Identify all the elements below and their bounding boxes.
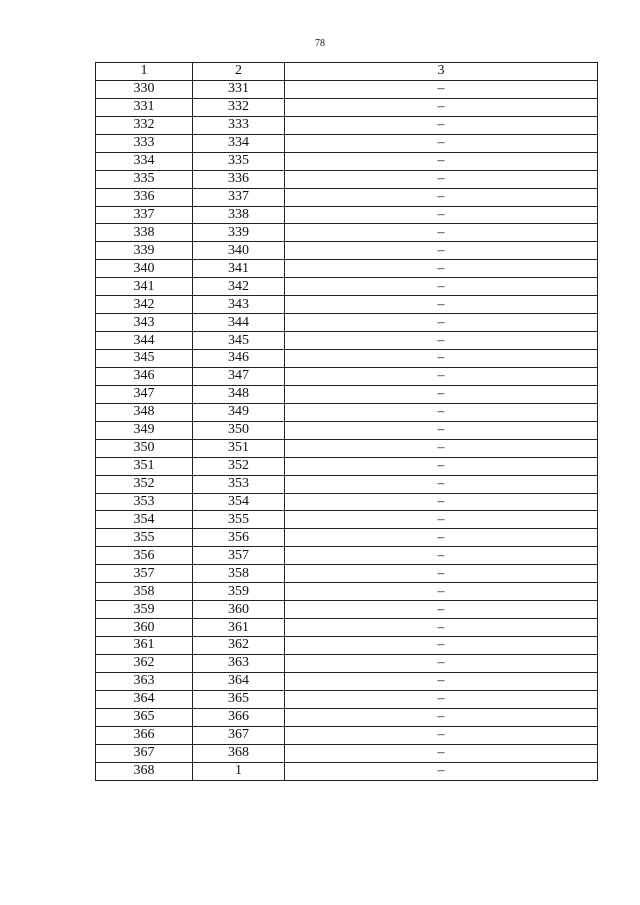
- table-row: [96, 672, 598, 690]
- table-cell-col-1: 348: [96, 403, 193, 421]
- table-cell-col-1: 349: [96, 421, 193, 439]
- table-cell-col-1: 333: [96, 134, 193, 152]
- table-cell-col-3: –: [285, 690, 598, 708]
- table-row: [96, 350, 598, 368]
- table-cell-col-1: 367: [96, 744, 193, 762]
- table-cell-col-3: –: [285, 601, 598, 619]
- table-cell-col-1: 336: [96, 188, 193, 206]
- table-cell-col-1: 355: [96, 529, 193, 547]
- table-cell-col-3: –: [285, 206, 598, 224]
- table-row: [96, 206, 598, 224]
- table-cell-col-3: –: [285, 493, 598, 511]
- table-cell-col-2: 365: [193, 690, 285, 708]
- table-cell-col-2: 331: [193, 80, 285, 98]
- table-cell-col-3: –: [285, 242, 598, 260]
- table-cell-col-2: 367: [193, 726, 285, 744]
- table-cell-col-1: 359: [96, 601, 193, 619]
- table-row: [96, 708, 598, 726]
- table-cell-col-2: 1: [193, 762, 285, 780]
- table-cell-col-2: 354: [193, 493, 285, 511]
- table-header: [96, 63, 598, 81]
- table-row: [96, 654, 598, 672]
- table-cell-col-2: 360: [193, 601, 285, 619]
- table-cell-col-3: –: [285, 152, 598, 170]
- table-cell-col-1: 335: [96, 170, 193, 188]
- table-cell-col-3: –: [285, 116, 598, 134]
- table-cell-col-2: 368: [193, 744, 285, 762]
- table-cell-col-3: –: [285, 421, 598, 439]
- table-row: [96, 565, 598, 583]
- table-row: [96, 80, 598, 98]
- table-cell-col-3: –: [285, 367, 598, 385]
- table-cell-col-2: 366: [193, 708, 285, 726]
- table-cell-col-3: –: [285, 350, 598, 368]
- table-cell-col-2: 362: [193, 637, 285, 655]
- table-cell-col-2: 333: [193, 116, 285, 134]
- table-cell-col-3: –: [285, 547, 598, 565]
- table-cell-col-1: 350: [96, 439, 193, 457]
- table-cell-col-1: 358: [96, 583, 193, 601]
- table-cell-col-3: –: [285, 637, 598, 655]
- table-cell-col-3: –: [285, 672, 598, 690]
- table-cell-col-3: –: [285, 260, 598, 278]
- table-row: [96, 314, 598, 332]
- table-cell-col-2: 349: [193, 403, 285, 421]
- table-row: [96, 690, 598, 708]
- table-cell-col-3: –: [285, 762, 598, 780]
- table-cell-col-1: 352: [96, 475, 193, 493]
- data-table: [95, 62, 598, 781]
- table-cell-col-2: 338: [193, 206, 285, 224]
- table-cell-col-1: 334: [96, 152, 193, 170]
- table-cell-col-2: 335: [193, 152, 285, 170]
- table-cell-col-3: –: [285, 170, 598, 188]
- table-cell-col-3: –: [285, 654, 598, 672]
- table-row: [96, 637, 598, 655]
- table-row: [96, 278, 598, 296]
- table-cell-col-3: –: [285, 726, 598, 744]
- table-cell-col-3: –: [285, 744, 598, 762]
- table-row: [96, 385, 598, 403]
- table-cell-col-3: –: [285, 188, 598, 206]
- table-cell-col-3: –: [285, 278, 598, 296]
- table-cell-col-1: 339: [96, 242, 193, 260]
- table-row: [96, 188, 598, 206]
- table-cell-col-1: 356: [96, 547, 193, 565]
- table-cell-col-3: –: [285, 314, 598, 332]
- table-row: [96, 134, 598, 152]
- column-header-2: 2: [193, 63, 285, 81]
- table-row: [96, 529, 598, 547]
- table-row: [96, 439, 598, 457]
- table-row: [96, 762, 598, 780]
- table-cell-col-2: 363: [193, 654, 285, 672]
- table-row: [96, 260, 598, 278]
- table-cell-col-2: 358: [193, 565, 285, 583]
- table-cell-col-3: –: [285, 565, 598, 583]
- table-cell-col-1: 365: [96, 708, 193, 726]
- page-number: 78: [315, 38, 325, 49]
- table-cell-col-1: 362: [96, 654, 193, 672]
- table-cell-col-1: 366: [96, 726, 193, 744]
- table-cell-col-3: –: [285, 511, 598, 529]
- table-body: [96, 80, 598, 780]
- header-row: [96, 63, 598, 81]
- table-row: [96, 511, 598, 529]
- table-cell-col-2: 348: [193, 385, 285, 403]
- table-cell-col-3: –: [285, 332, 598, 350]
- table-cell-col-2: 343: [193, 296, 285, 314]
- table-cell-col-2: 334: [193, 134, 285, 152]
- table-cell-col-2: 350: [193, 421, 285, 439]
- table-cell-col-3: –: [285, 475, 598, 493]
- table-cell-col-1: 341: [96, 278, 193, 296]
- table-cell-col-2: 357: [193, 547, 285, 565]
- table-row: [96, 403, 598, 421]
- table-cell-col-2: 337: [193, 188, 285, 206]
- table-cell-col-3: –: [285, 529, 598, 547]
- table-cell-col-2: 361: [193, 619, 285, 637]
- table-cell-col-3: –: [285, 224, 598, 242]
- table-cell-col-1: 363: [96, 672, 193, 690]
- table-cell-col-3: –: [285, 403, 598, 421]
- table-cell-col-2: 332: [193, 98, 285, 116]
- table-cell-col-2: 356: [193, 529, 285, 547]
- table-cell-col-2: 359: [193, 583, 285, 601]
- table-cell-col-1: 345: [96, 350, 193, 368]
- column-header-1: 1: [96, 63, 193, 81]
- table-cell-col-1: 340: [96, 260, 193, 278]
- table-cell-col-1: 368: [96, 762, 193, 780]
- table-cell-col-3: –: [285, 98, 598, 116]
- table-cell-col-2: 355: [193, 511, 285, 529]
- table-row: [96, 744, 598, 762]
- table-cell-col-2: 339: [193, 224, 285, 242]
- table-cell-col-3: –: [285, 708, 598, 726]
- table-cell-col-2: 342: [193, 278, 285, 296]
- table-row: [96, 170, 598, 188]
- table-cell-col-2: 345: [193, 332, 285, 350]
- table-cell-col-1: 343: [96, 314, 193, 332]
- table-cell-col-1: 330: [96, 80, 193, 98]
- table-cell-col-1: 337: [96, 206, 193, 224]
- table-cell-col-3: –: [285, 385, 598, 403]
- table-cell-col-3: –: [285, 296, 598, 314]
- table-row: [96, 475, 598, 493]
- table-row: [96, 332, 598, 350]
- table-row: [96, 547, 598, 565]
- table-cell-col-1: 347: [96, 385, 193, 403]
- table-row: [96, 726, 598, 744]
- table-cell-col-3: –: [285, 80, 598, 98]
- table-row: [96, 493, 598, 511]
- table-cell-col-1: 360: [96, 619, 193, 637]
- table-cell-col-2: 336: [193, 170, 285, 188]
- table-cell-col-1: 331: [96, 98, 193, 116]
- table-row: [96, 421, 598, 439]
- table-cell-col-1: 353: [96, 493, 193, 511]
- table-cell-col-2: 364: [193, 672, 285, 690]
- table-cell-col-2: 352: [193, 457, 285, 475]
- table-cell-col-1: 354: [96, 511, 193, 529]
- table-cell-col-1: 361: [96, 637, 193, 655]
- table-cell-col-1: 364: [96, 690, 193, 708]
- table-cell-col-2: 340: [193, 242, 285, 260]
- table-cell-col-3: –: [285, 134, 598, 152]
- table-row: [96, 601, 598, 619]
- table-row: [96, 116, 598, 134]
- table-row: [96, 367, 598, 385]
- table-cell-col-2: 346: [193, 350, 285, 368]
- table-cell-col-1: 338: [96, 224, 193, 242]
- table-cell-col-3: –: [285, 583, 598, 601]
- table-cell-col-2: 347: [193, 367, 285, 385]
- table-row: [96, 224, 598, 242]
- table-cell-col-1: 344: [96, 332, 193, 350]
- table-cell-col-2: 353: [193, 475, 285, 493]
- table-row: [96, 152, 598, 170]
- table-cell-col-3: –: [285, 619, 598, 637]
- table-cell-col-2: 351: [193, 439, 285, 457]
- table-cell-col-3: –: [285, 439, 598, 457]
- table-cell-col-1: 332: [96, 116, 193, 134]
- table-row: [96, 583, 598, 601]
- table-cell-col-3: –: [285, 457, 598, 475]
- column-header-3: 3: [285, 63, 598, 81]
- table-row: [96, 619, 598, 637]
- table-cell-col-1: 351: [96, 457, 193, 475]
- table-cell-col-1: 357: [96, 565, 193, 583]
- table-cell-col-2: 344: [193, 314, 285, 332]
- table-cell-col-1: 342: [96, 296, 193, 314]
- table-row: [96, 296, 598, 314]
- table-row: [96, 457, 598, 475]
- table-row: [96, 98, 598, 116]
- table-cell-col-2: 341: [193, 260, 285, 278]
- table-cell-col-1: 346: [96, 367, 193, 385]
- table-row: [96, 242, 598, 260]
